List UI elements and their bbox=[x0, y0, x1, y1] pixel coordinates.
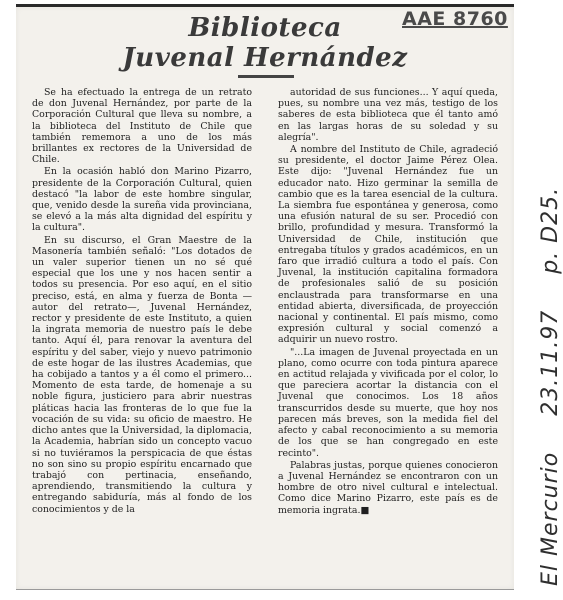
archive-code-stamp bbox=[402, 8, 508, 30]
handwritten-page: p. D25. bbox=[538, 186, 563, 274]
archive-code-text: AAE 8760 bbox=[402, 8, 508, 30]
title-divider bbox=[238, 75, 294, 78]
article-title-line-1: Biblioteca bbox=[188, 13, 342, 43]
newspaper-clipping bbox=[16, 4, 514, 590]
article-paragraph: En la ocasión habló don Marino Pizarro, presidente de la Corporación Cultural, quien destacó "la labor de este hombre singular, que, venido desde la sureña vida provinciana, se elevó a la más alta dignidad del espíritu y la cultura". bbox=[32, 166, 252, 234]
handwritten-source: El Mercurio bbox=[538, 451, 563, 586]
article-paragraph: En su discurso, el Gran Maestre de la Masonería también señaló: "Los dotados de un valer superior tienen un no sé qué especial que los une y nos hacen sentir a todos su presencia. Por eso aquí, en el sitio preciso, está, en alma y fuerza de Bonta —autor del retrato—, Juvenal Hernández, rector y presidente de este Instituto, a quien la ingrata memoria de nuestro país le debe tanto. Aquí él, para renovar la aventura del espíritu y del saber, viejo y nuevo patrimonio de este hogar de las ilustres Academias, que ha cobijado a tantos y a él como el primero... Momento de esta tarde, de homenaje a su noble figura, justiciero para abrir nuestras pláticas hacia las fronteras de lo que fue la vocación de su vida: su oficio de maestro. He dicho antes que la Universidad, la diplomacia, la Academia, habrían sido un concepto vacuo si no tuviéramos la perspicacia de que éstas no son sino su propio espíritu encarnado que trabajó con pertinacia, enseñando, aprendiendo, transmitiendo la cultura y entregando sabiduría, más al fondo de los conocimientos y de la bbox=[32, 234, 252, 515]
article-paragraph: autoridad de sus funciones... Y aquí queda, pues, su nombre una vez más, testigo de los saberes de esta biblioteca que él tanto amó en las largas horas de su soledad y su alegría". bbox=[278, 87, 498, 143]
article-title-line-2: Juvenal Hernández bbox=[122, 43, 408, 73]
article-paragraph: A nombre del Instituto de Chile, agradeció su presidente, el doctor Jaime Pérez Olea. Este dijo: "Juvenal Hernández fue un educador nato. Hizo germinar la semilla de cambio que es la tarea esencial de la cultura. La siembra fue espontánea y generosa, como una efusión natural de su ser. Procedió con brillo, profundidad y mesura. Transformó la Universidad de Chile, institución que entregaba títulos y grados académicos, en un faro que irradió cultura a todo el país. Con Juvenal, la institución capitalina formadora de profesionales salió de su posición enclaustrada para transformarse en una entidad abierta, diversificada, de proyección nacional y continental. El país mismo, como expresión cultural y social comenzó a adquirir un nuevo rostro. bbox=[278, 144, 498, 346]
article-paragraph: Palabras justas, porque quienes conocieron a Juvenal Hernández se encontraron con un hombre de otro nivel cultural e intelectual. Como dice Marino Pizarro, este país es de memoria ingrata.■ bbox=[278, 459, 498, 516]
article-paragraph: "...La imagen de Juvenal proyectada en un plano, como ocurre con toda pintura aparece en actitud relajada y vivificada por el color, lo que pareciera acortar la distancia con el Juvenal que conocimos. Los 18 años transcurridos desde su muerte, que hoy nos parecen más breves, son la medida fiel del afecto y cabal reconocimiento a su memoria de los que se han congregado en este recinto". bbox=[278, 346, 498, 459]
handwritten-citation bbox=[538, 159, 563, 586]
article-column-right bbox=[278, 87, 498, 517]
article-paragraph: Se ha efectuado la entrega de un retrato de don Juvenal Hernández, por parte de la Corporación Cultural que lleva su nombre, a la biblioteca del Instituto de Chile que también rememora a uno de los más brillantes ex rectores de la Universidad de Chile. bbox=[32, 87, 252, 166]
article-column-left bbox=[32, 87, 252, 516]
handwritten-date: 23.11.97 bbox=[538, 309, 563, 416]
